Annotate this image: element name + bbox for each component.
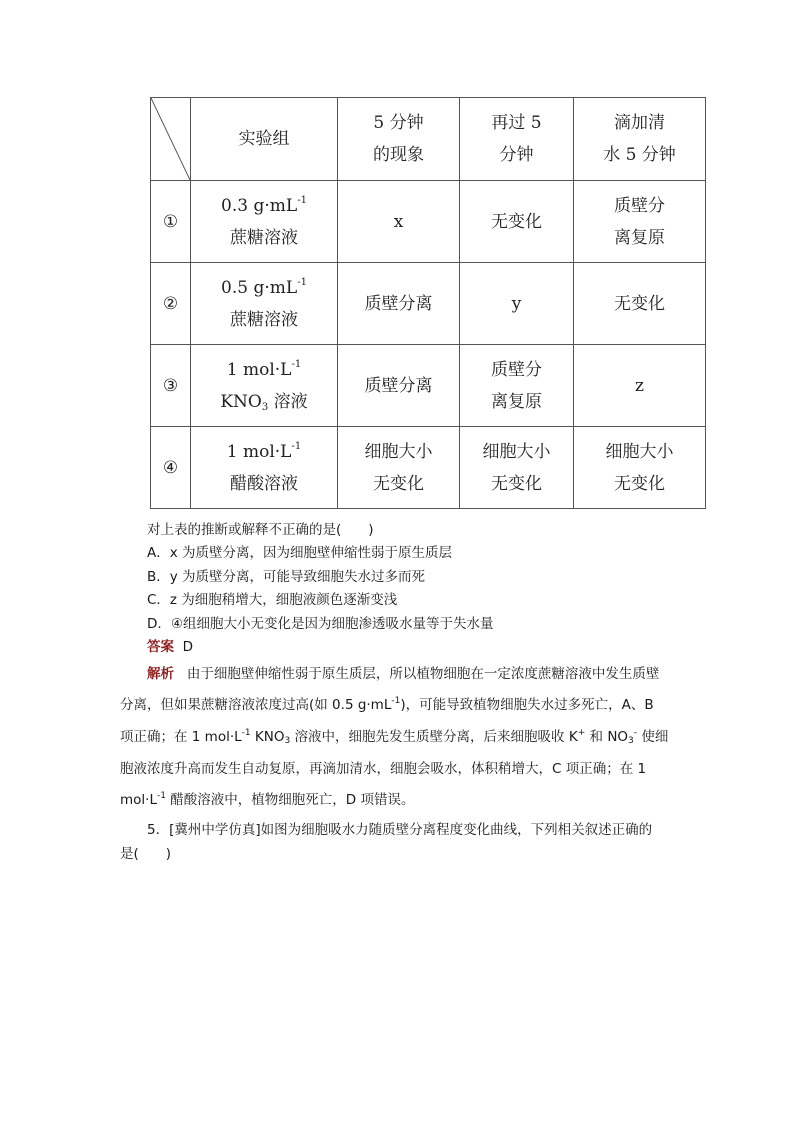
solution-line-4: 胞液浓度升高而发生自动复原，再滴加清水，细胞会吸水，体积稍增大，C 项正确；在 1 — [120, 761, 647, 777]
solution-line-1: 解析 由于细胞壁伸缩性弱于原生质层，所以植物细胞在一定浓度蔗糖溶液中发生质壁 — [147, 666, 660, 682]
experiment-table — [150, 97, 706, 509]
table-row — [151, 345, 706, 427]
cell-5min: 质壁分离 — [338, 345, 460, 427]
option-a: A．x 为质壁分离，因为细胞壁伸缩性弱于原生质层 — [147, 545, 453, 561]
next-question-line-2: 是( ) — [120, 846, 172, 862]
row-number: ① — [151, 181, 191, 263]
header-another-5min: 再过 5 分钟 — [460, 98, 574, 181]
solution-line-3: 项正确；在 1 $mol\cdot L^{-1}$ KNO3 溶液中，细胞先发生质壁分离，后来细胞吸收 K+ 和 NO3- 使细 — [120, 728, 669, 746]
cell-5min: 质壁分离 — [338, 263, 460, 345]
cell-add-water: 无变化 — [574, 263, 706, 345]
solution-line-2: 分离，但如果蔗糖溶液浓度过高(如 0.5 $g\cdot mL^{-1}$)，可能导致植物细胞失水过多死亡，A、B — [120, 696, 654, 713]
solution-cell: 0.5 $g\cdot mL^{-1}$ 蔗糖溶液 — [191, 263, 338, 345]
option-c: C．z 为细胞稍增大，细胞液颜色逐渐变浅 — [147, 592, 398, 608]
diagonal-line — [151, 98, 190, 180]
header-5min: 5 分钟 的现象 — [338, 98, 460, 181]
cell-add-water: z — [574, 345, 706, 427]
header-group: 实验组 — [191, 98, 338, 181]
next-question-line-1: 5．[冀州中学仿真]如图为细胞吸水力随质壁分离程度变化曲线，下列相关叙述正确的 — [147, 822, 653, 838]
cell-5min: 细胞大小 无变化 — [338, 427, 460, 509]
row-number: ④ — [151, 427, 191, 509]
diagonal-corner-cell — [151, 98, 191, 181]
cell-add-water: 质壁分 离复原 — [574, 181, 706, 263]
cell-another-5min: y — [460, 263, 574, 345]
answer-value: D — [182, 639, 193, 655]
table-row — [151, 263, 706, 345]
cell-another-5min: 质壁分 离复原 — [460, 345, 574, 427]
answer-label: 答案 — [147, 639, 174, 655]
answer-line — [147, 639, 193, 655]
solution-cell: 1 $mol\cdot L^{-1}$ 醋酸溶液 — [191, 427, 338, 509]
solution-cell: 0.3 $g\cdot mL^{-1}$ 蔗糖溶液 — [191, 181, 338, 263]
cell-another-5min: 细胞大小 无变化 — [460, 427, 574, 509]
table-header-row — [151, 98, 706, 181]
cell-5min: x — [338, 181, 460, 263]
option-d: D．④组细胞大小无变化是因为细胞渗透吸水量等于失水量 — [147, 616, 494, 632]
solution-line-5: $mol\cdot L^{-1}$ 醋酸溶液中，植物细胞死亡，D 项错误。 — [120, 791, 415, 808]
option-b: B．y 为质壁分离，可能导致细胞失水过多而死 — [147, 569, 426, 585]
table-row — [151, 427, 706, 509]
question-stem: 对上表的推断或解释不正确的是( ) — [147, 522, 374, 538]
cell-add-water: 细胞大小 无变化 — [574, 427, 706, 509]
row-number: ③ — [151, 345, 191, 427]
solution-cell: 1 $mol\cdot L^{-1}$ $KNO_3$ 溶液 — [191, 345, 338, 427]
cell-another-5min: 无变化 — [460, 181, 574, 263]
header-add-water: 滴加清 水 5 分钟 — [574, 98, 706, 181]
row-number: ② — [151, 263, 191, 345]
solution-label: 解析 — [147, 666, 174, 682]
table-row — [151, 181, 706, 263]
